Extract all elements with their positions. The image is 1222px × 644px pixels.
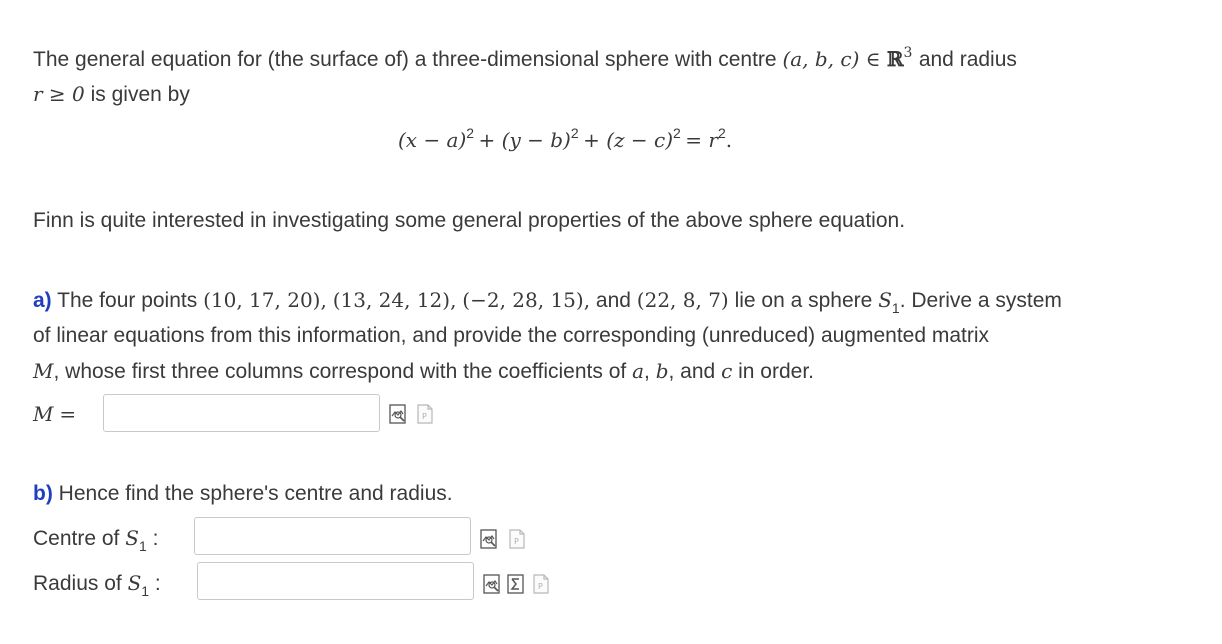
real-set-exponent: 3 xyxy=(903,45,913,61)
part-a-and: and xyxy=(595,289,631,312)
part-a-text-end: . Derive a system xyxy=(899,289,1062,312)
sphere-equation xyxy=(398,125,733,152)
intro-line-1 xyxy=(33,47,1017,74)
preview-icon[interactable] xyxy=(481,573,503,595)
matrix-label-symbol: M xyxy=(33,402,54,426)
part-a-text-end-3: in order. xyxy=(738,360,814,383)
part-b-label: b) xyxy=(33,482,53,505)
part-a-line-3 xyxy=(33,359,814,384)
svg-text:P: P xyxy=(422,412,427,421)
part-a-line-1 xyxy=(33,288,1062,314)
matrix-input-label xyxy=(33,402,76,427)
part-a-text: The four points xyxy=(57,289,198,312)
eq-exp-z: 2 xyxy=(673,125,681,141)
eq-term-z: + (z − c) xyxy=(583,128,674,152)
centre-math xyxy=(782,47,918,71)
svg-text:P: P xyxy=(514,537,519,546)
real-set-symbol: ℝ xyxy=(886,47,904,71)
point-2: (13, 24, 12), xyxy=(332,288,457,312)
sphere-symbol: S xyxy=(878,288,892,312)
part-b-line xyxy=(33,482,453,506)
part-a-text-mid: lie on a sphere xyxy=(734,289,873,312)
point-3: (−2, 28, 15), xyxy=(462,288,591,312)
part-b-text: Hence find the sphere's centre and radius. xyxy=(58,482,453,505)
comma-1: , xyxy=(644,360,650,383)
part-a-label: a) xyxy=(33,289,52,312)
centre-sphere-subscript: 1 xyxy=(138,538,147,554)
intro-text-end: and radius xyxy=(918,48,1017,71)
matrix-input[interactable] xyxy=(103,394,380,432)
eq-exp-x: 2 xyxy=(466,125,475,141)
radius-sphere-symbol: S xyxy=(127,571,142,595)
radius-colon: : xyxy=(154,572,161,595)
eq-term-x: (x − a) xyxy=(398,128,467,152)
eq-term-r: = r xyxy=(685,128,718,152)
centre-sphere-symbol: S xyxy=(125,526,139,550)
help-document-icon[interactable] xyxy=(506,528,528,550)
intro-text-2: is given by xyxy=(90,83,190,106)
radius-condition: r ≥ 0 xyxy=(33,82,85,106)
svg-text:P: P xyxy=(538,582,543,591)
var-b: b xyxy=(655,359,669,383)
radius-input[interactable] xyxy=(197,562,474,600)
matrix-label-equals: = xyxy=(59,402,77,426)
centre-input[interactable] xyxy=(194,517,471,555)
eq-exp-y: 2 xyxy=(570,125,579,141)
eq-exp-r: 2 xyxy=(717,125,726,141)
radius-sphere-subscript: 1 xyxy=(141,583,150,599)
preview-icon[interactable] xyxy=(387,403,409,425)
help-document-icon[interactable] xyxy=(414,403,436,425)
point-1: (10, 17, 20), xyxy=(203,288,327,312)
point-4: (22, 8, 7) xyxy=(636,288,729,312)
eq-term-y: + (y − b) xyxy=(478,128,571,152)
centre-label-text: Centre of xyxy=(33,527,120,550)
sphere-subscript: 1 xyxy=(891,300,900,316)
matrix-symbol: M xyxy=(33,359,54,383)
radius-label xyxy=(33,571,161,597)
part-a-and-2: , and xyxy=(668,360,716,383)
preview-icon[interactable] xyxy=(478,528,500,550)
intro-text: The general equation for (the surface of) a three-dimensional sphere with centre xyxy=(33,48,777,71)
help-document-icon[interactable] xyxy=(530,573,552,595)
centre-colon: : xyxy=(152,527,159,550)
centre-label xyxy=(33,526,158,552)
centre-tuple: (a, b, c) ∈ xyxy=(782,47,881,71)
sigma-symbols-icon[interactable] xyxy=(505,573,527,595)
part-a-line-2: of linear equations from this information, and provide the corresponding (unreduced) augmented matrix xyxy=(33,324,990,347)
finn-paragraph: Finn is quite interested in investigating some general properties of the above sphere equation. xyxy=(33,209,906,232)
var-c: c xyxy=(721,359,733,383)
var-a: a xyxy=(632,359,644,383)
radius-label-text: Radius of xyxy=(33,572,122,595)
eq-period: . xyxy=(725,128,733,152)
part-a-text-3: , whose first three columns correspond with the coefficients of xyxy=(53,360,627,383)
intro-line-2 xyxy=(33,82,190,107)
